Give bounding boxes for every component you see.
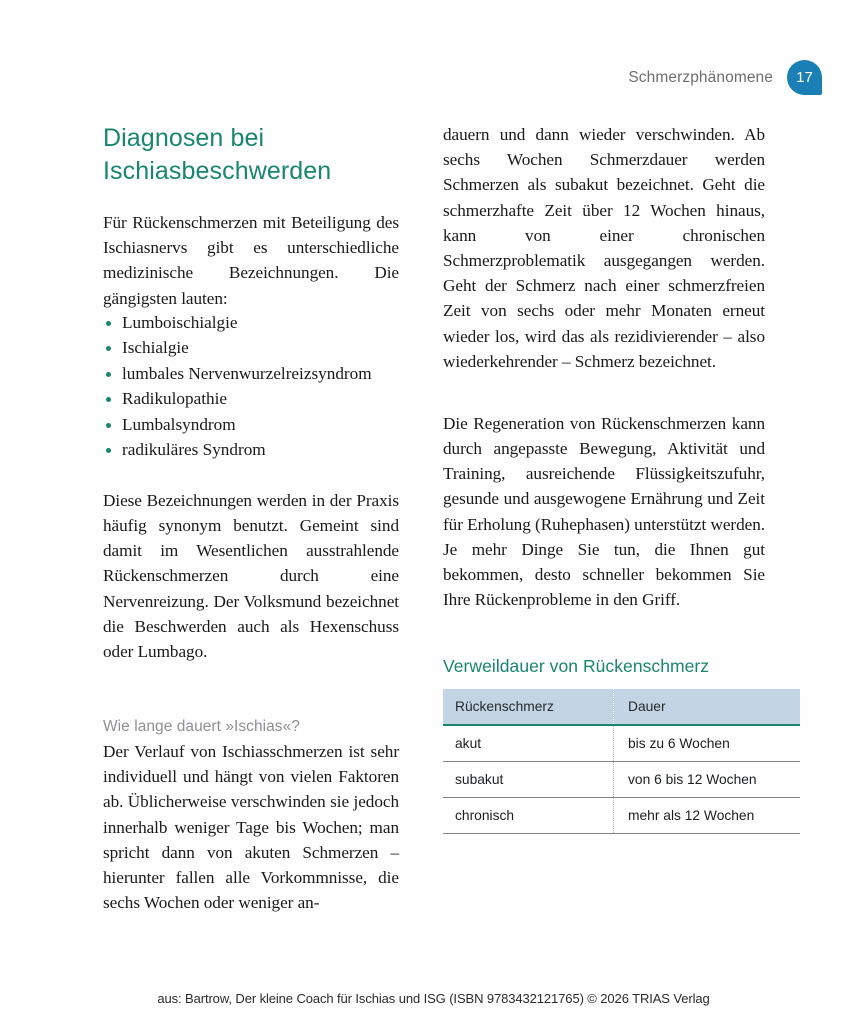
footer-credit: aus: Bartrow, Der kleine Coach für Ischias und ISG (ISBN 9783432121765) © 2026 TRIAS Verlag — [157, 991, 710, 1006]
duration-table — [443, 689, 800, 834]
continuation-paragraph: dauern und dann wieder verschwinden. Ab sechs Wochen Schmerzdauer werden Schmerzen als subakut bezeichnet. Geht die schmerzhafte Zeit über 12 Wochen hinaus, kann von einer chronischen Schmerzproblematik ausgegangen werden. Geht der Schmerz nach einer schmerzfreien Zeit von sechs oder mehr Monaten erneut wieder los, wird das als rezidivierender – also wiederkehrender – Schmerz bezeichnet. — [443, 125, 765, 371]
duration-paragraph: Der Verlauf von Ischiasschmerzen ist sehr individuell und hängt von vielen Faktoren ab. Üblicherweise verschwinden sie jedoch innerhalb weniger Tage bis Wochen; man spricht dann von akuten Schmerzen – hierunter fallen alle Vorkommnisse, die sechs Wochen oder weniger an- — [103, 742, 399, 913]
table-head — [443, 689, 800, 725]
list-item: radikuläres Syndrom — [103, 438, 399, 463]
table-row — [443, 762, 800, 798]
right-column — [443, 122, 765, 915]
list-item: lumbales Nervenwurzelreizsyndrom — [103, 362, 399, 387]
spacer — [443, 630, 765, 656]
table-row — [443, 725, 800, 762]
cell-dauer: bis zu 6 Wochen — [614, 725, 801, 762]
list-item: Ischialgie — [103, 336, 399, 361]
duration-subheading: Wie lange dauert »Ischias«? — [103, 718, 300, 736]
regeneration-paragraph: Die Regeneration von Rückenschmerzen kann durch angepasste Bewegung, Aktivität und Training, ausreichende Flüssigkeitszufuhr, gesunde und ausgewogene Ernährung und Zeit für Erholung (Ruhephasen) unterstützt werden. Je mehr Dinge Sie tun, die Ihnen gut bekommen, desto schneller bekommen Sie Ihre Rückenprobleme in den Griff. — [443, 413, 765, 610]
page-title: Diagnosen bei Ischiasbeschwerden — [103, 124, 332, 185]
cell-dauer: von 6 bis 12 Wochen — [614, 762, 801, 798]
diagnosis-list — [103, 311, 399, 463]
cell-dauer: mehr als 12 Wochen — [614, 798, 801, 834]
table-body — [443, 725, 800, 834]
spacer — [103, 469, 399, 488]
synonym-paragraph: Diese Bezeichnungen werden in der Praxis häufig synonym benutzt. Gemeint sind damit im Wesentlichen ausstrahlende Rückenschmerzen durch eine Nervenreizung. Der Volksmund bezeichnet die Beschwerden auch als Hexenschuss oder Lumbago. — [103, 490, 399, 661]
column-header-dauer: Dauer — [614, 689, 801, 725]
cell-schmerztyp: chronisch — [443, 798, 614, 834]
list-item: Radikulopathie — [103, 387, 399, 412]
content-columns — [103, 122, 765, 915]
intro-paragraph: Für Rückenschmerzen mit Beteiligung des Ischiasnervs gibt es unterschiedliche medizinische Bezeichnungen. Die gängigsten lauten: — [103, 213, 399, 308]
list-item: Lumbalsyndrom — [103, 413, 399, 438]
spacer — [443, 392, 765, 411]
table-row — [443, 798, 800, 834]
cell-schmerztyp: subakut — [443, 762, 614, 798]
left-column — [103, 122, 399, 915]
running-head-title: Schmerzphänomene — [628, 68, 773, 86]
page-number-badge: 17 — [787, 60, 822, 95]
column-header-typ: Rückenschmerz — [443, 689, 614, 725]
running-head — [628, 60, 822, 95]
cell-schmerztyp: akut — [443, 725, 614, 762]
table-header-row — [443, 689, 800, 725]
list-item: Lumboischialgie — [103, 311, 399, 336]
spacer — [103, 682, 399, 718]
table-title: Verweildauer von Rückenschmerz — [443, 656, 710, 677]
